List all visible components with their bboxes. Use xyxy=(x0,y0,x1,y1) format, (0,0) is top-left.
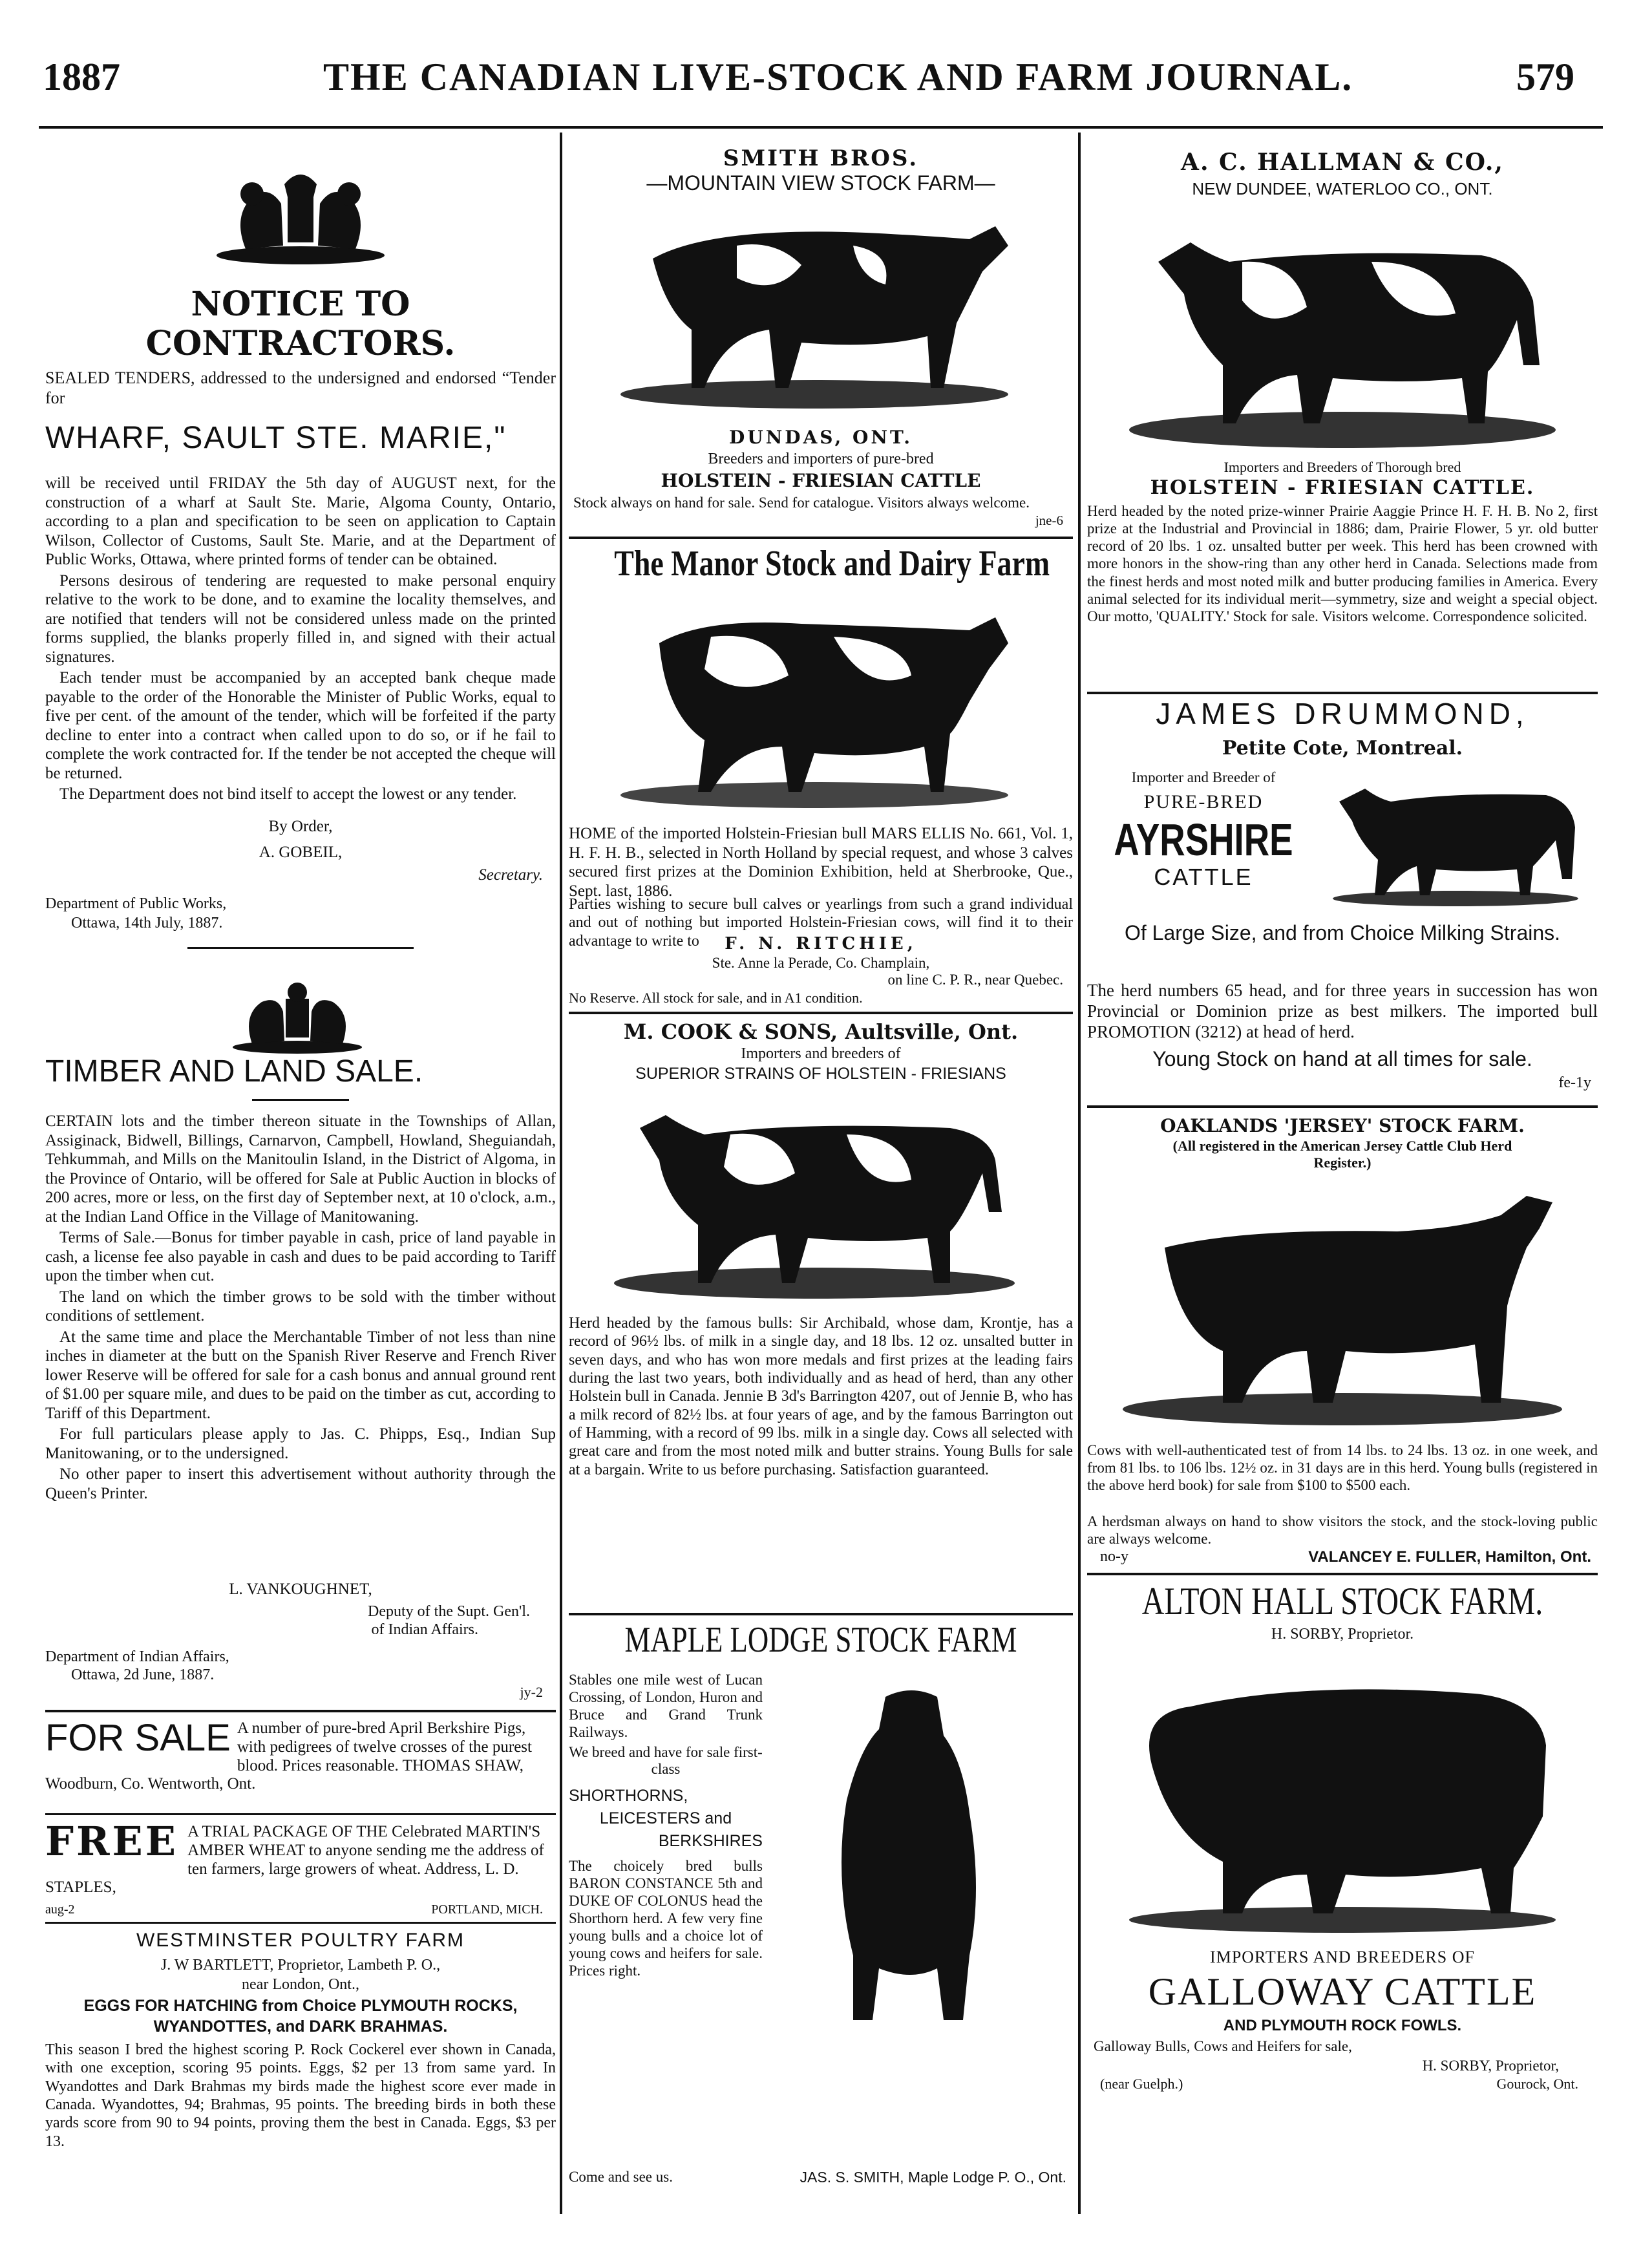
cook-text: Herd headed by the famous bulls: Sir Archibald, whose dam, Krontje, has a record of 96½ lbs. of milk in a single day, and 18 lbs. 12 oz. unsalted butter in seven days, and who has won more medals and first prizes at the leading fairs during the last two years, both individually and as head of herd, than any other Holstein bull in Canada. Jennie B 3d's Barrington 4207, out of Jennie B, who has a milk record of 82½ lbs. at four years of age, and by the famous Barrington out of Hamming, with a record of 99 lbs. milk in a single day. Cows all selected with great care and from the most noted milk and butter strains. Young Bulls for sale at a bargain. Write to us before purchasing. Satisfaction guaranteed. xyxy=(569,1315,1073,1478)
ayrshire-cow-illustration xyxy=(1326,763,1585,911)
hallman-title: A. C. HALLMAN & CO., xyxy=(1181,149,1504,176)
free-code: aug-2 xyxy=(45,1902,75,1917)
maple-text-2: We breed and have for sale first-class xyxy=(569,1743,763,1777)
manor-title: The Manor Stock and Dairy Farm xyxy=(614,544,1050,584)
notice-signer: A. GOBEIL, xyxy=(259,844,343,861)
timber-paragraph-6: No other paper to insert this advertisement without authority through the Queen's Printer. xyxy=(45,1465,556,1502)
hallman-line-1: Importers and Breeders of Thorough bred xyxy=(1223,459,1461,475)
free-ad xyxy=(45,1818,556,1897)
header-year: 1887 xyxy=(43,56,120,98)
alton-line-3: Galloway Bulls, Cows and Heifers for sale, xyxy=(1094,2038,1352,2054)
alton-line-1: IMPORTERS AND BREEDERS OF xyxy=(1210,1948,1475,1966)
manor-address-2: on line C. P. R., near Quebec. xyxy=(887,972,1063,988)
timber-paragraph-5: For full particulars please apply to Jas. C. Phipps, Esq., Indian Sup Manitowaning, or to the undersigned. xyxy=(45,1425,556,1462)
holstein-bull-illustration xyxy=(1119,204,1565,449)
journal-title: THE CANADIAN LIVE-STOCK AND FARM JOURNAL. xyxy=(323,56,1353,98)
alton-left: (near Guelph.) xyxy=(1100,2076,1183,2092)
smith-code: jne-6 xyxy=(1035,513,1063,528)
smith-name: SMITH BROS. xyxy=(723,145,919,171)
header-rule xyxy=(39,126,1603,129)
notice-title: NOTICE TO CONTRACTORS. xyxy=(145,284,456,363)
notice-date: Ottawa, 14th July, 1887. xyxy=(71,915,223,931)
smith-breed: HOLSTEIN - FRIESIAN CATTLE xyxy=(661,470,981,491)
column-divider-1 xyxy=(560,133,562,2214)
westminster-title: WESTMINSTER POULTRY FARM xyxy=(136,1930,465,1951)
free-rule xyxy=(45,1922,556,1924)
timber-paragraph-3: The land on which the timber grows to be sold with the timber without conditions of settlement. xyxy=(45,1288,556,1325)
oaklands-text: Cows with well-authenticated test of from 14 lbs. to 24 lbs. 13 oz. in one week, and from 81 lbs. to 106 lbs. 12½ oz. in 31 days are in this herd. Young bulls (registered in the above herd book) for sale from $100 to $500 each. xyxy=(1087,1442,1598,1494)
smith-place: DUNDAS, ONT. xyxy=(729,427,913,448)
notice-department: Department of Public Works, xyxy=(45,895,227,912)
westminster-eggs-1: EGGS FOR HATCHING from Choice PLYMOUTH ROCKS, xyxy=(83,1997,518,2015)
timber-code: jy-2 xyxy=(520,1684,543,1700)
notice-subject: WHARF, SAULT STE. MARIE," xyxy=(45,421,507,455)
drummond-breed: AYRSHIRE xyxy=(1114,814,1293,865)
free-footer xyxy=(45,1902,556,1917)
free-place: PORTLAND, MICH. xyxy=(431,1902,543,1917)
maple-text-3: The choicely bred bulls BARON CONSTANCE 5th and DUKE OF COLONUS head the Shorthorn herd. A few very fine young bulls and a choice lot of young cows and heifers for sale. Prices right. xyxy=(569,1857,763,1979)
oaklands-sub: (All registered in the American Jersey Cattle Club Herd Register.) xyxy=(1172,1138,1512,1171)
left-column xyxy=(45,133,556,2214)
shorthorn-bull-illustration xyxy=(808,1684,1002,2033)
manor-text: HOME of the imported Holstein-Friesian bull MARS ELLIS No. 661, Vol. 1, H. F. H. B., selected in North Holland by special request, and whose 3 calves secured first prizes at the Dominion Exhibition, held at Sherbrooke, Que., Sept. last, 1886. xyxy=(569,825,1073,900)
smith-line-2: Stock always on hand for sale. Send for catalogue. Visitors always welcome. xyxy=(573,495,1030,511)
timber-rule xyxy=(252,1099,349,1101)
timber-signer-title-1: Deputy of the Supt. Gen'l. xyxy=(368,1603,530,1620)
alton-right: Gourock, Ont. xyxy=(1496,2076,1578,2092)
maple-come: Come and see us. xyxy=(569,2169,673,2185)
page-number: 579 xyxy=(1516,56,1574,98)
royal-crest-icon xyxy=(207,158,394,268)
free-text: A TRIAL PACKAGE OF THE Celebrated MARTIN'S AMBER WHEAT to anyone sending me the address of ten farmers, large growers of wheat. Address, L. D. STAPLES, xyxy=(45,1823,544,1897)
cook-line-2: SUPERIOR STRAINS OF HOLSTEIN - FRIESIANS xyxy=(635,1065,1006,1083)
timber-signer-title-2: of Indian Affairs. xyxy=(371,1621,478,1638)
manor-note: No Reserve. All stock for sale, and in A1 condition. xyxy=(569,990,863,1006)
timber-paragraph-2: Terms of Sale.—Bonus for timber payable in cash, price of land payable in cash, a license fee also payable in cash and dues to be paid according to Tariff upon the timber when cut. xyxy=(45,1229,556,1284)
page-header xyxy=(0,55,1652,126)
maple-breeds-1: SHORTHORNS, xyxy=(569,1786,688,1805)
drummond-size: Of Large Size, and from Choice Milking Strains. xyxy=(1124,921,1561,944)
middle-column xyxy=(569,133,1073,2214)
smith-rule xyxy=(569,537,1073,539)
maple-breeds-3: BERKSHIRES xyxy=(658,1831,763,1850)
oaklands-rule xyxy=(1087,1573,1598,1575)
manor-text-2: Parties wishing to secure bull calves or yearlings from such a grand individual and out of nothing but imported Holstein-Friesian cows, will find it to their advantage to write to xyxy=(569,896,1073,950)
alton-title: ALTON HALL STOCK FARM. xyxy=(1141,1580,1543,1623)
alton-line-2: AND PLYMOUTH ROCK FOWLS. xyxy=(1223,2017,1462,2034)
alton-footer xyxy=(1087,2076,1598,2092)
drummond-line-1: Importer and Breeder of xyxy=(1131,769,1276,785)
smith-farm: —MOUNTAIN VIEW STOCK FARM— xyxy=(646,171,995,195)
notice-paragraph-3: Each tender must be accompanied by an accepted bank cheque made payable to the order of the Honorable the Minister of Public Works, equal to five per cent. of the amount of the tender, which will be forfeited if the party decline to enter into a contract when called upon to do so, or if he fail to complete the work contracted for. If the tender be not accepted the cheque will be returned. xyxy=(45,669,556,782)
maple-sign: JAS. S. SMITH, Maple Lodge P. O., Ont. xyxy=(800,2169,1066,2186)
oaklands-title: OAKLANDS 'JERSEY' STOCK FARM. xyxy=(1160,1115,1525,1136)
drummond-young: Young Stock on hand at all times for sale. xyxy=(1152,1047,1532,1070)
hallman-breed: HOLSTEIN - FRIESIAN CATTLE. xyxy=(1150,476,1535,499)
drummond-title: JAMES DRUMMOND, xyxy=(1156,697,1529,730)
oaklands-footer xyxy=(1087,1548,1598,1566)
manor-rule xyxy=(569,1012,1073,1014)
timber-paragraph-1: CERTAIN lots and the timber thereon situate in the Townships of Allan, Assiginack, Bidwell, Billings, Carnarvon, Campbell, Howland, Sheguiandah, Tehkummah, and Mills on the Manitoulin Island, in the District of Algoma, in the Province of Ontario, will be offered for Sale at Public Auction in blocks of 200 acres, more or less, on the first day of September next, at 10 o'clock, a.m., at the Indian Land Office in the Village of Manitowaning. xyxy=(45,1112,556,1226)
right-column xyxy=(1087,133,1598,2214)
notice-body xyxy=(45,474,556,806)
timber-title: TIMBER AND LAND SALE. xyxy=(45,1054,423,1089)
timber-bottom-rule xyxy=(45,1710,556,1712)
manor-name: F. N. RITCHIE, xyxy=(725,934,917,953)
maple-footer xyxy=(569,2169,1073,2186)
timber-paragraph-4: At the same time and place the Merchantable Timber of not less than nine inches in diameter at the butt on the Spanish River Reserve and French River lower Reserve will be offered for sale for a cash bonus and annual ground rent of $1.00 per square mile, and dues to be paid on the timber as cut, according to Tariff of this Department. xyxy=(45,1328,556,1422)
timber-date: Ottawa, 2d June, 1887. xyxy=(71,1666,215,1683)
maple-title: MAPLE LODGE STOCK FARM xyxy=(624,1620,1017,1660)
notice-paragraph-2: Persons desirous of tendering are requested to make personal enquiry relative to the work to be done, and to examine the locality themselves, and are notified that tenders will not be considered unless made on the printed forms supplied, the blanks properly filled in, and signed with their actual signatures. xyxy=(45,571,556,666)
free-big: FREE xyxy=(45,1818,179,1865)
hallman-text: Herd headed by the noted prize-winner Prairie Aaggie Prince H. F. H. B. No 2, first prize at the Industrial and Provincial in 1886; dam, Prairie Flower, 5 yr. old butter record of 20 lbs. 1 oz. unsalted butter per week. This herd has been crowned with more honors in the show-ring than any other herd in Canada. Selections made from the finest herds and most noted milk and butter producing families in America. Every animal selected for its individual merit—symmetry, size and weight a special object. Our motto, 'QUALITY.' Stock for sale. Visitors welcome. Correspondence solicited. xyxy=(1087,503,1598,624)
maple-text-1: Stables one mile west of Lucan Crossing, of London, Huron and Bruce and Grand Trunk Railways. xyxy=(569,1672,763,1741)
jersey-bull-illustration xyxy=(1113,1176,1572,1429)
maple-breeds-2: LEICESTERS and xyxy=(599,1809,732,1827)
alton-owner: H. SORBY, Proprietor. xyxy=(1271,1626,1414,1643)
cook-line-1: Importers and breeders of xyxy=(741,1045,901,1062)
for-sale-rule xyxy=(45,1813,556,1815)
timber-body xyxy=(45,1112,556,1505)
manor-address-1: Ste. Anne la Perade, Co. Champlain, xyxy=(712,955,930,971)
holstein-cow-illustration xyxy=(608,200,1021,414)
notice-paragraph-4: The Department does not bind itself to accept the lowest or any tender. xyxy=(59,785,517,803)
notice-rule xyxy=(187,947,414,949)
hallman-place: NEW DUNDEE, WATERLOO CO., ONT. xyxy=(1192,179,1493,198)
bull-illustration xyxy=(608,598,1021,811)
royal-crest-icon-2 xyxy=(226,973,368,1057)
alton-breed: GALLOWAY CATTLE xyxy=(1148,1970,1537,2013)
drummond-left xyxy=(1087,769,1320,891)
drummond-pure: PURE-BRED xyxy=(1143,791,1264,813)
hallman-rule xyxy=(1087,692,1598,694)
cook-title: M. COOK & SONS, Aultsville, Ont. xyxy=(623,1019,1019,1044)
notice-paragraph-1: will be received until FRIDAY the 5th day of AUGUST next, for the construction of a wharf at Sault Ste. Marie, Algoma County, Ontario, according to a plan and specification to be seen on application to Captain Wilson, Collector of Customs, Sault Ste. Marie, and at the Department of Public Works, Ottawa, where printed forms of tender can be obtained. xyxy=(45,474,556,568)
for-sale-big: FOR SALE xyxy=(45,1717,231,1759)
notice-intro: SEALED TENDERS, addressed to the undersigned and endorsed “Tender for xyxy=(45,368,556,407)
maple-left-text xyxy=(569,1671,763,1979)
westminster-eggs-2: WYANDOTTES, and DARK BRAHMAS. xyxy=(153,2017,448,2036)
oaklands-sign: VALANCEY E. FULLER, Hamilton, Ont. xyxy=(1308,1548,1591,1566)
for-sale-text: A number of pure-bred April Berkshire Pigs, with pedigrees of twelve crosses of the purest blood. Prices reasonable. THOMAS SHAW, Woodburn, Co. Wentworth, Ont. xyxy=(45,1719,532,1793)
westminster-line-2: near London, Ont., xyxy=(242,1976,359,1993)
smith-line-1: Breeders and importers of pure-bred xyxy=(708,451,934,467)
westminster-text: This season I bred the highest scoring P. Rock Cockerel ever shown in Canada, with one exception, scoring 95 points. Eggs, $2 per 13 from same yard. In Wyandottes and Dark Brahmas my birds made the highest score ever made in Canada. Wyandottes, 94; Brahmas, 95 points. The breeding birds in both these yards score from 90 to 94 points, proving them the best in Canada. Eggs, $3 per 13. xyxy=(45,2041,556,2150)
galloway-bull-illustration xyxy=(1113,1655,1572,1939)
westminster-line-1: J. W BARTLETT, Proprietor, Lambeth P. O., xyxy=(160,1957,441,1974)
drummond-rule xyxy=(1087,1105,1598,1108)
drummond-cattle: CATTLE xyxy=(1154,864,1253,890)
notice-by-order: By Order, xyxy=(268,818,333,835)
drummond-text: The herd numbers 65 head, and for three years in succession has won Provincial or Dominion prize as best milkers. The imported bull PROMOTION (3212) at head of herd. xyxy=(1087,981,1598,1041)
column-divider-2 xyxy=(1078,133,1081,2214)
oaklands-text-2: A herdsman always on hand to show visitors the stock, and the stock-loving public are always welcome. xyxy=(1087,1513,1598,1548)
alton-sign: H. SORBY, Proprietor, xyxy=(1422,2058,1559,2074)
cook-rule xyxy=(569,1613,1073,1615)
notice-signer-title: Secretary. xyxy=(478,866,543,884)
drummond-place: Petite Cote, Montreal. xyxy=(1222,737,1463,760)
timber-department: Department of Indian Affairs, xyxy=(45,1648,229,1665)
oaklands-code: no-y xyxy=(1100,1548,1128,1565)
for-sale-ad xyxy=(45,1719,556,1794)
holstein-cow-illustration-2 xyxy=(601,1089,1028,1303)
drummond-code: fe-1y xyxy=(1558,1074,1591,1091)
timber-signer: L. VANKOUGHNET, xyxy=(229,1580,372,1598)
